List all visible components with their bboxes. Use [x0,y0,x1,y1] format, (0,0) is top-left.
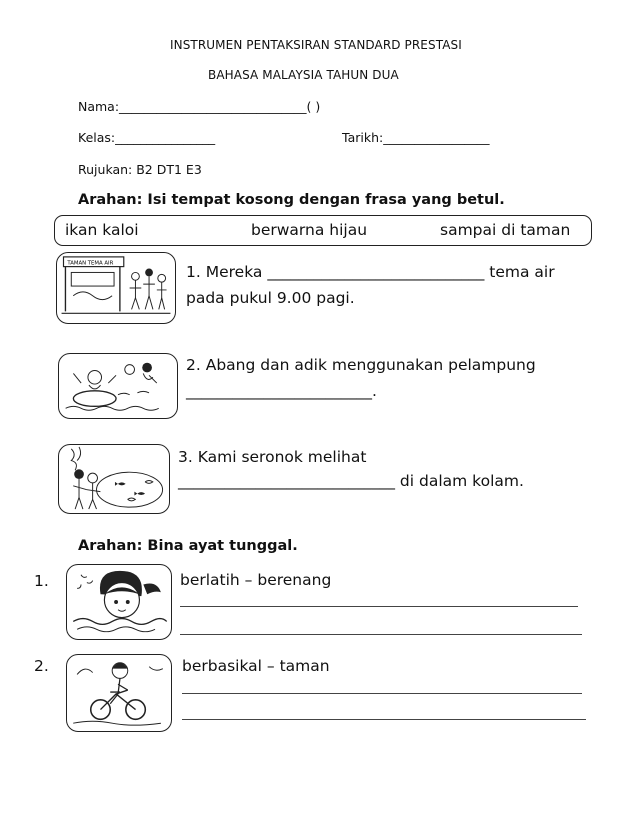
question-3-line2: ____________________________ di dalam kolam. [178,472,524,490]
answer-line [182,693,582,694]
word-bank-item: berwarna hijau [251,221,368,239]
header-title-line1: INSTRUMEN PENTAKSIRAN STANDARD PRESTASI [170,38,462,52]
question-1-line2: pada pukul 9.00 pagi. [186,289,355,307]
item-2-number: 2. [34,657,49,675]
question-1-line1: 1. Mereka ____________________________ tema air [186,263,555,281]
item-2-prompt: berbasikal – taman [182,657,330,675]
swimming-with-float-icon [58,353,178,419]
header-title-line2: BAHASA MALAYSIA TAHUN DUA [208,68,399,82]
section2-instruction: Arahan: Bina ayat tunggal. [78,538,298,554]
word-bank-item: sampai di taman [440,221,571,239]
boy-cycling-icon [66,654,172,732]
question-2-line2: ________________________. [186,382,377,400]
answer-line [180,606,578,607]
item-1-number: 1. [34,572,49,590]
section1-instruction: Arahan: Isi tempat kosong dengan frasa yang betul. [78,192,505,208]
children-watching-fish-icon [58,444,170,514]
sign-text: TAMAN TEMA AIR [67,260,114,267]
question-3-line1: 3. Kami seronok melihat [178,448,367,466]
answer-line [180,634,582,635]
question-2-line1: 2. Abang dan adik menggunakan pelampung [186,356,536,374]
word-bank-box [54,215,592,246]
tarikh-field: Tarikh:_________________ [342,130,490,145]
answer-line [182,719,586,720]
kelas-field: Kelas:________________ [78,130,216,145]
theme-park-entrance-icon [56,252,176,324]
item-1-prompt: berlatih – berenang [180,571,332,589]
girl-swimming-icon [66,564,172,640]
nama-field: Nama:______________________________( ) [78,99,321,114]
rujukan-label: Rujukan: B2 DT1 E3 [78,162,202,177]
word-bank-item: ikan kaloi [65,221,139,239]
